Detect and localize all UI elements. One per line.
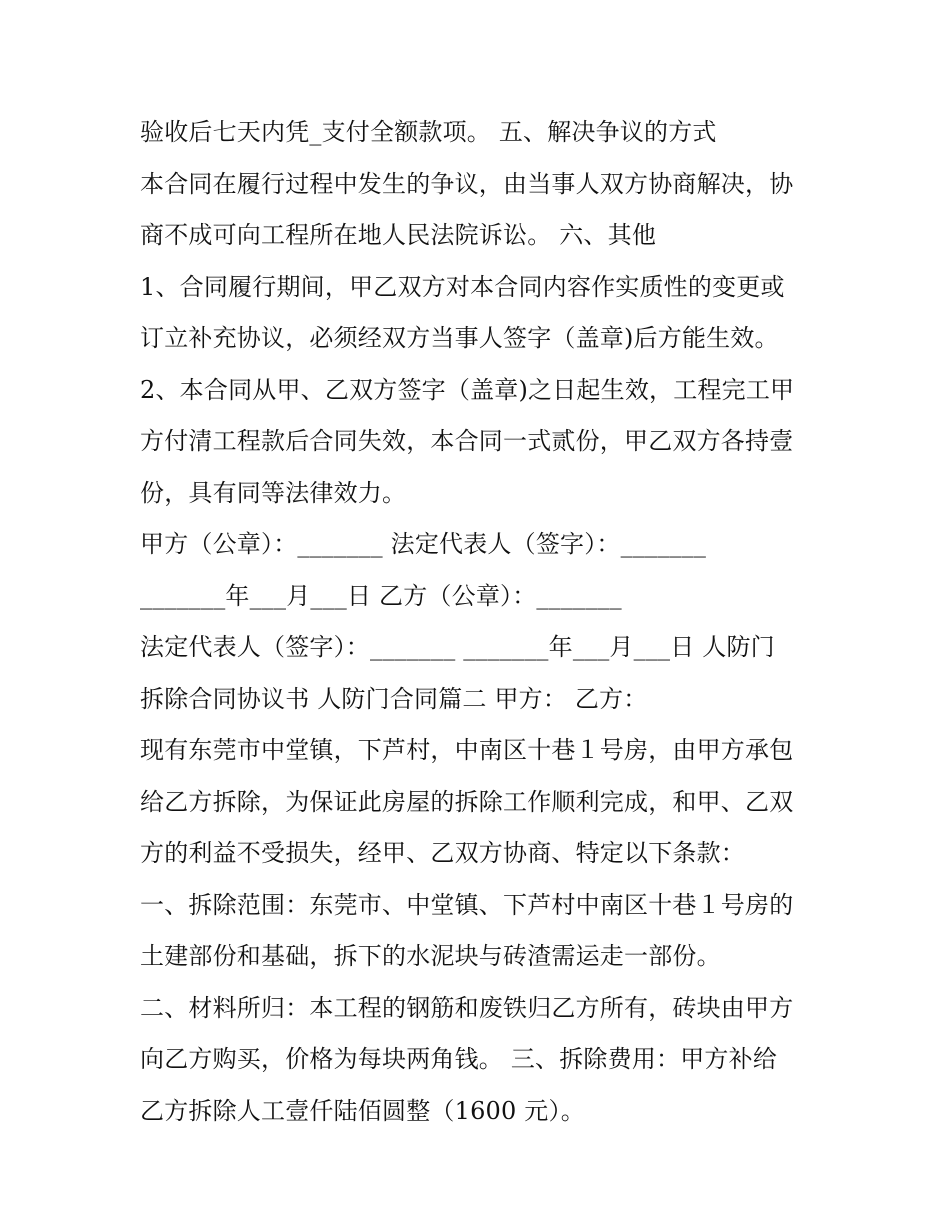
text-line: 验收后七天内凭_支付全额款项。 五、解决争议的方式: [140, 118, 717, 146]
signature-line-party-a: 甲方（公章）：_______ 法定代表人（签字）：_______: [140, 530, 707, 558]
text-line: 乙方拆除人工壹仟陆佰圆整（1600 元）。: [140, 1096, 585, 1125]
section-heading-line: 拆除合同协议书 人防门合同篇二 甲方： 乙方：: [140, 684, 648, 713]
clause-line: 一、拆除范围：东莞市、中堂镇、下芦村中南区十巷１号房的: [140, 890, 794, 919]
signature-line-date-party-b: _______年___月___日 乙方（公章）：_______: [140, 581, 622, 610]
text-line: 土建部份和基础，拆下的水泥块与砖渣需运走一部份。: [140, 942, 721, 970]
text-line: 给乙方拆除，为保证此房屋的拆除工作顺利完成，和甲、乙双: [140, 787, 794, 816]
text-line: 现有东莞市中堂镇，下芦村，中南区十巷１号房，由甲方承包: [140, 736, 794, 764]
document-body: [140, 107, 820, 1137]
text-line: 订立补充协议，必须经双方当事人签字（盖章)后方能生效。: [140, 324, 779, 352]
signature-line-representative: 法定代表人（签字）：_______ _______年___月___日 人防门: [140, 633, 775, 661]
text-line: 本合同在履行过程中发生的争议，由当事人双方协商解决，协: [140, 169, 794, 198]
text-line: 方的利益不受损失，经甲、乙双方协商、特定以下条款：: [140, 839, 745, 867]
text-line: 向乙方购买，价格为每块两角钱。 三、拆除费用：甲方补给: [140, 1045, 778, 1073]
text-line: 份，具有同等法律效力。: [140, 478, 407, 507]
text-line: 1、合同履行期间，甲乙双方对本合同内容作实质性的变更或: [140, 272, 785, 301]
text-line: 2、本合同从甲、乙双方签字（盖章)之日起生效，工程完工甲: [140, 375, 795, 404]
clause-line: 二、材料所归：本工程的钢筋和废铁归乙方所有，砖块由甲方: [140, 993, 794, 1022]
text-line: 商不成可向工程所在地人民法院诉讼。 六、其他: [140, 221, 657, 249]
text-line: 方付清工程款后合同失效，本合同一式贰份，甲乙双方各持壹: [140, 427, 794, 455]
